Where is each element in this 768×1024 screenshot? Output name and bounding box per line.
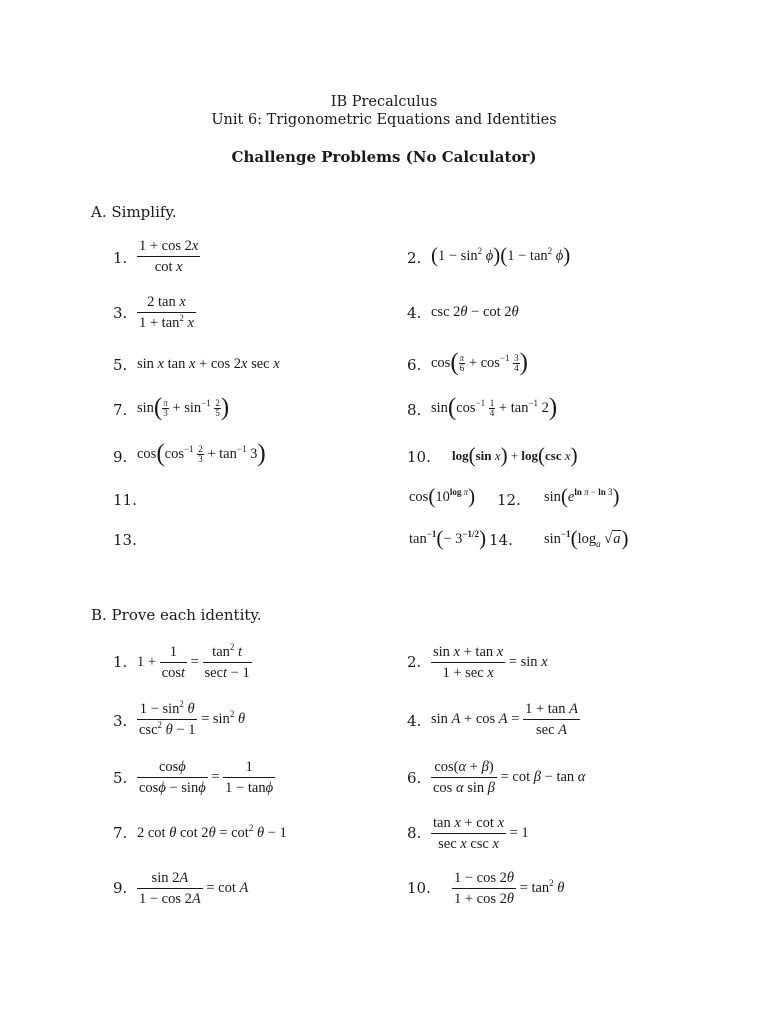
math-expression: $\frac{1 - \cos 2\theta}{1 + \cos 2\theta}$ = $\tan^2 \theta$ (454, 870, 565, 907)
problem-number: 3. (113, 304, 128, 322)
problem-number: 4. (407, 304, 422, 322)
problem-number: 9. (113, 879, 128, 897)
problem-number: 6. (407, 769, 422, 787)
math-expression: 1 + $\frac{1}{\cos t}$ = $\frac{\tan^2 t}{\sec t - 1}$ (137, 642, 250, 681)
problem-number: 3. (113, 712, 128, 730)
math-expression: sin x tan x + cos 2x sec x (137, 356, 280, 372)
problem-number: 1. (113, 653, 128, 671)
math-expression: $\frac{\text{2 tan x}}{1 + \tan^2 x}$ (139, 294, 194, 331)
math-expression: csc 2θ − cot 2θ (431, 304, 519, 320)
problem-number: 2. (407, 249, 422, 267)
unit-title: Unit 6: Trigonometric Equations and Identities (211, 112, 557, 128)
page-title: Challenge Problems (No Calculator) (231, 148, 537, 166)
problem-number: 10. (407, 879, 431, 897)
math-expression: cos( $\frac{\pi}{6}$ + $\cos^{-1}$ $\frac{3}{4}$ ) (431, 349, 528, 376)
problem-number: 5. (113, 356, 128, 374)
math-expression: $\cos(10^{log \pi})$ (409, 484, 476, 508)
problem-number: 13. (113, 531, 137, 549)
problem-number: 12. (497, 491, 521, 509)
problem-number: 6. (407, 356, 422, 374)
math-expression: $\frac{\cos\phi}{\cos\phi - \sin\phi}$ = $\frac{1}{1 - \tan\phi}$ (139, 759, 274, 796)
math-expression: $\sin^{-1}(\log_a$ √a) (544, 526, 629, 550)
course-title: IB Precalculus (330, 94, 438, 110)
problem-number: 9. (113, 448, 128, 466)
math-expression: $\sin(e^{ln \pi - ln 3})$ (544, 484, 620, 508)
section-a-heading: A. Simplify. (91, 203, 177, 221)
math-expression: $\frac{\text{tan x + cot x}}{\text{sec x csc x}}$ = 1 (433, 815, 529, 852)
problem-number: 1. (113, 249, 128, 267)
problem-number: 8. (407, 401, 422, 419)
problem-number: 14. (489, 531, 513, 549)
math-expression: 2 cot θ $\cot 2\theta = \cot^2 \theta - 1$ (137, 823, 287, 841)
math-expression: $\frac{1 - \sin^2 \theta}{\csc^2 \theta - 1}$ = $\sin^2 \theta$ (139, 699, 246, 738)
math-expression: $(1 - \sin^2 \phi)(1 - \tan^2 \phi)$ (431, 243, 571, 267)
problem-number: 7. (113, 824, 128, 842)
math-expression: $\frac{\cos(\alpha + \beta)}{\text{cos α sin β}}$ = cot β − tan α (433, 759, 586, 796)
section-b-heading: B. Prove each identity. (91, 606, 262, 624)
problem-number: 5. (113, 769, 128, 787)
math-expression: $\cos(\cos^{-1}$ $\frac{2}{3}$ + $\tan^{-1} 3$) (137, 440, 266, 467)
problem-number: 4. (407, 712, 422, 730)
problem-number: 10. (407, 448, 431, 466)
problem-number: 11. (113, 491, 137, 509)
problem-number: 7. (113, 401, 128, 419)
math-expression: $\frac{1 + \cos 2x}{\text{cot x}}$ (139, 238, 199, 275)
problem-number: 2. (407, 653, 422, 671)
math-expression: $\sin(\cos^{-1}$ $\frac{1}{4}$ + $\tan^{-1} 2$) (431, 394, 558, 421)
math-expression: sin A + cos A = $\frac{\text{1 + tan A}}{\text{sec A}}$ (431, 701, 578, 738)
math-expression: $\frac{\sin 2A}{1 - \cos 2A}$ = cot A (139, 870, 249, 907)
math-expression: $\tan^{-1}(- 3^{-1/2})$ (409, 526, 487, 550)
problem-number: 8. (407, 824, 422, 842)
math-expression: $\frac{\text{sin x + tan x}}{\text{1 + sec x}}$ = sin x (433, 644, 548, 681)
math-expression: sin( $\frac{\pi}{3}$ + $\sin^{-1}$ $\frac{2}{5}$ ) (137, 394, 230, 421)
math-expression: log(sin x) + log(csc x) (452, 443, 578, 467)
